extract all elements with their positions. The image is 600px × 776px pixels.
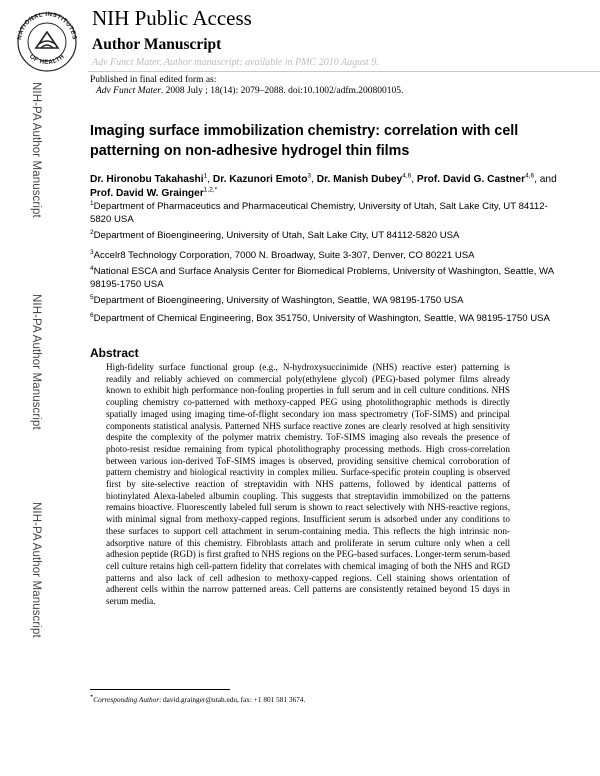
affiliation — [90, 312, 560, 325]
footnote-label: Corresponding Author — [93, 695, 160, 704]
logo-text-bottom: OF HEALTH — [28, 53, 66, 66]
abstract-body: High-fidelity surface functional group (e.g., N-hydroxysuccinimide (NHS) reactive ester) patterning is readily and reliably achieved on commercial poly(ethylene glycol) (PEG)-based polymer films already known to exhibit high performance non-fouling properties in full serum and in cell culture conditions. NHS coupling chemistry co-patterned with methoxy-capped PEG using photolithographic methods is directly spatially imaged using imaging time-of-flight secondary ion mass spectrometry (ToF-SIMS) and principal components statistical analysis. Patterned NHS surface reactive zones are clearly resolved at high sensitivity despite the complexity of the polymer matrix chemistry. ToF-SIMS imaging also reveals the presence of photo-resist residue remaining from typical photolithography processing methods. High cross-correlation between various ion-derived ToF-SIMS images is observed, providing sensitive chemical corroboration of pattern chemistry and biological reactivity in complex milieu. Surface-specific protein coupling is observed first by site-selective reaction of streptavidin with NHS patterns, followed by identical patterns of biotinylated Alexa-labeled albumin coupling. This suggests that streptavidin immobilized on the patterns remains bioactive. Fluorescently labeled full serum is shown to react selectively with NHS-reactive regions, with minimal signal from methoxy-capped regions. Insufficient serum is adsorbed under any conditions to these surfaces to support cell attachment in serum-containing media. This reflects the high intrinsic non-adsorptive nature of this chemistry. Fibroblasts attach and proliferate in serum culture only when a cell adhesion peptide (RGD) is first grafted to NHS regions on the PEG-based surfaces. Longer-term serum-based cell culture retains high cell-pattern fidelity that correlates with chemical imaging of both the NHS and RGD patterns and also lack of cell adhesion to methoxy-capped regions. Cell staining shows orientation of adherent cells within the narrow patterned areas. Cell patterns are consistently retained beyond 15 days in serum media. — [106, 362, 510, 607]
affiliation-number: 3 — [90, 248, 94, 256]
affiliation — [90, 200, 560, 226]
footnote-divider — [90, 689, 230, 690]
author-separator: , — [411, 174, 417, 185]
affiliation — [90, 265, 560, 291]
affiliation-text: Department of Pharmaceutics and Pharmaceutical Chemistry, University of Utah, Salt Lake City, UT 84112-5820 USA — [90, 201, 548, 225]
author-separator: , — [311, 174, 317, 185]
author-separator: , — [207, 174, 213, 185]
affiliation-text: Department of Chemical Engineering, Box 351750, University of Washington, Seattle, WA 98195-1750 USA — [93, 313, 550, 324]
affiliation-number: 1 — [90, 199, 94, 207]
paper-title: Imaging surface immobilization chemistry: correlation with cell patterning on non-adhesive hydrogel thin films — [90, 123, 519, 159]
author-separator: , and — [534, 174, 557, 185]
abstract-heading: Abstract — [90, 346, 139, 360]
header-divider — [88, 71, 600, 72]
affiliation-number: 4 — [90, 264, 94, 272]
affiliation-number: 2 — [90, 228, 94, 236]
affiliation-number: 6 — [90, 311, 94, 319]
affiliation — [90, 294, 560, 307]
nih-logo — [8, 4, 86, 72]
affiliation-number: 5 — [90, 293, 94, 301]
affiliation-text: Accelr8 Technology Corporation, 7000 N. Broadway, Suite 3-307, Denver, CO 80221 USA — [93, 250, 475, 261]
journal-availability-line: Adv Funct Mater. Author manuscript; available in PMC 2010 August 9. — [92, 57, 379, 68]
side-label: NIH-PA Author Manuscript — [30, 294, 42, 430]
nih-seal-icon — [8, 4, 86, 72]
affiliation-text: Department of Bioengineering, University of Washington, Seattle, WA 98195-1750 USA — [93, 295, 464, 306]
author-affiliation-ref: 1,2,* — [203, 186, 218, 194]
author-name: Dr. Kazunori Emoto — [212, 174, 308, 185]
author-name: Prof. David W. Grainger — [90, 187, 204, 199]
author-manuscript-label: Author Manuscript — [92, 36, 222, 53]
published-label: Published in final edited form as: — [90, 75, 217, 85]
nih-public-access-title: NIH Public Access — [92, 6, 252, 30]
affiliation — [90, 249, 560, 262]
author-affiliation-ref: 1 — [203, 172, 208, 180]
author-affiliation-ref: 4,6 — [402, 172, 412, 180]
side-label: NIH-PA Author Manuscript — [30, 82, 42, 218]
affiliation-text: Department of Bioengineering, University of Utah, Salt Lake City, UT 84112-5820 USA — [93, 230, 460, 241]
author-name: Dr. Manish Dubey — [316, 174, 403, 185]
affiliation-text: National ESCA and Surface Analysis Center for Biomedical Problems, University of Washington, Seattle, WA 98195-1750 USA — [90, 266, 554, 290]
logo-text-top: NATIONAL INSTITUTES — [16, 10, 78, 41]
author-affiliation-ref: 3 — [307, 172, 312, 180]
footnote-marker: * — [90, 693, 94, 701]
author-list — [90, 173, 560, 200]
citation — [96, 86, 403, 96]
citation-details: . 2008 July ; 18(14): 2079–2088. doi:10.1002/adfm.200800105. — [160, 86, 404, 96]
affiliation — [90, 229, 560, 242]
author-affiliation-ref: 4,6 — [525, 172, 535, 180]
citation-journal: Adv Funct Mater — [96, 86, 161, 96]
author-name: Prof. David G. Castner — [416, 174, 526, 185]
footnote — [90, 695, 305, 704]
footnote-text: : david.grainger@utah.edu, fax: +1 801 581 3674. — [159, 695, 306, 704]
side-label: NIH-PA Author Manuscript — [30, 502, 42, 638]
author-name: Dr. Hironobu Takahashi — [90, 174, 204, 185]
